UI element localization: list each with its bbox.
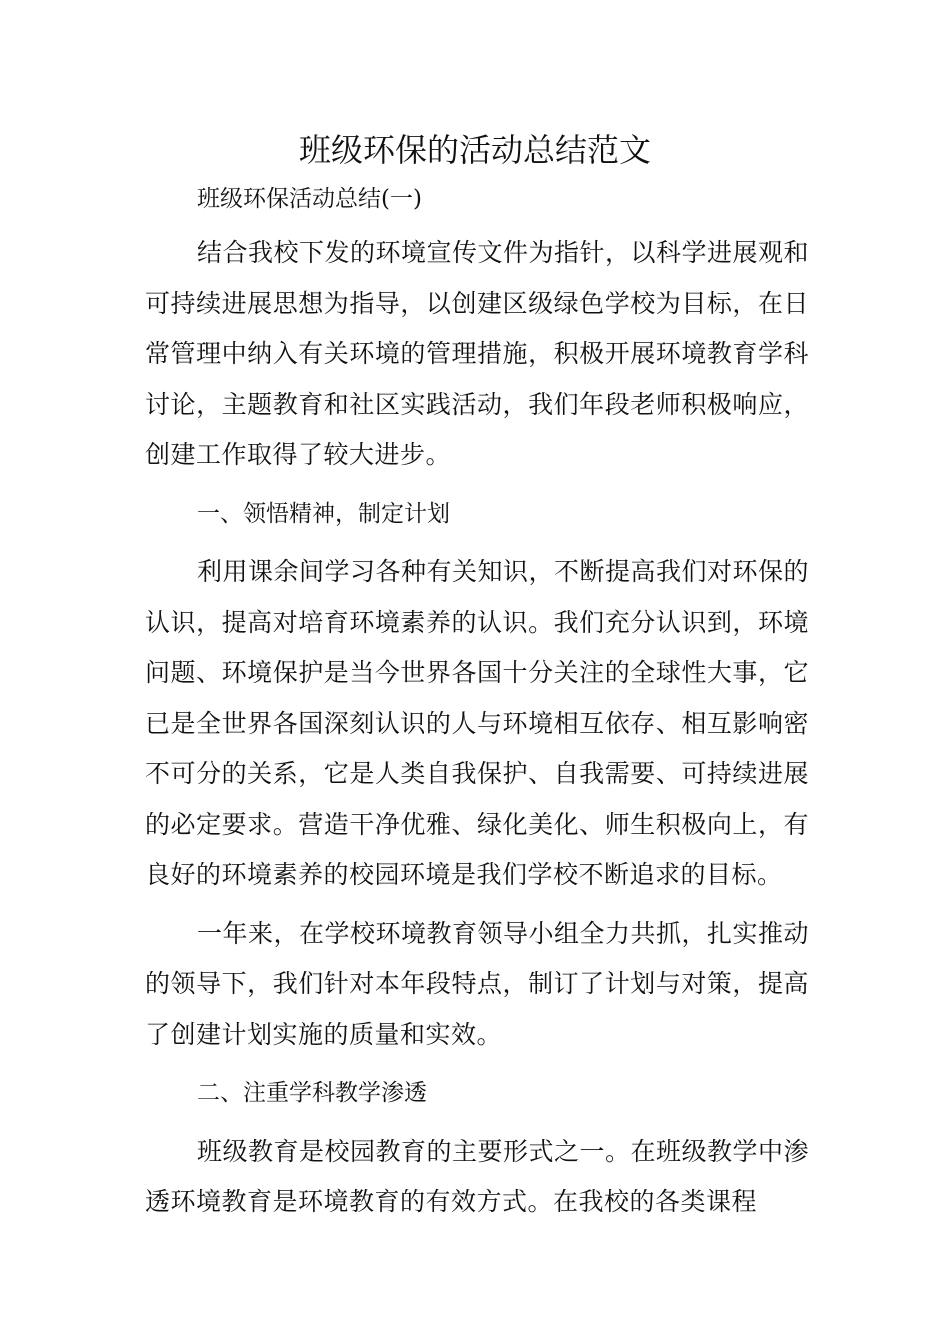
paragraph: 班级教育是校园教育的主要形式之一。在班级教学中渗透环境教育是环境教育的有效方式。在我校的各类课程 — [145, 1136, 810, 1216]
document-title: 班级环保的活动总结范文 — [298, 131, 651, 169]
paragraph: 结合我校下发的环境宣传文件为指针，以科学进展观和可持续进展思想为指导，以创建区级绿色学校为目标，在日常管理中纳入有关环境的管理措施，积极开展环境教育学科讨论，主题教育和社区实践活动，我们年段老师积极响应，创建工作取得了较大进步。 — [145, 238, 810, 469]
document-subtitle: 班级环保活动总结(一) — [197, 186, 422, 212]
document-body — [145, 178, 809, 1228]
section-heading: 二、注重学科教学渗透 — [197, 1080, 427, 1106]
section-heading: 一、领悟精神，制定计划 — [197, 500, 450, 527]
paragraph: 利用课余间学习各种有关知识，不断提高我们对环保的认识，提高对培育环境素养的认识。我们充分认识到，环境问题、环境保护是当今世界各国十分关注的全球性大事，它已是全世界各国深刻认识的人与环境相互依存、相互影响密不可分的关系，它是人类自我保护、自我需要、可持续进展的必定要求。营造干净优雅、绿化美化、师生积极向上，有良好的环境素养的校园环境是我们学校不断追求的目标。 — [145, 557, 810, 889]
paragraph: 一年来，在学校环境教育领导小组全力共抓，扎实推动的领导下，我们针对本年段特点，制订了计划与对策，提高了创建计划实施的质量和实效。 — [145, 918, 810, 1049]
